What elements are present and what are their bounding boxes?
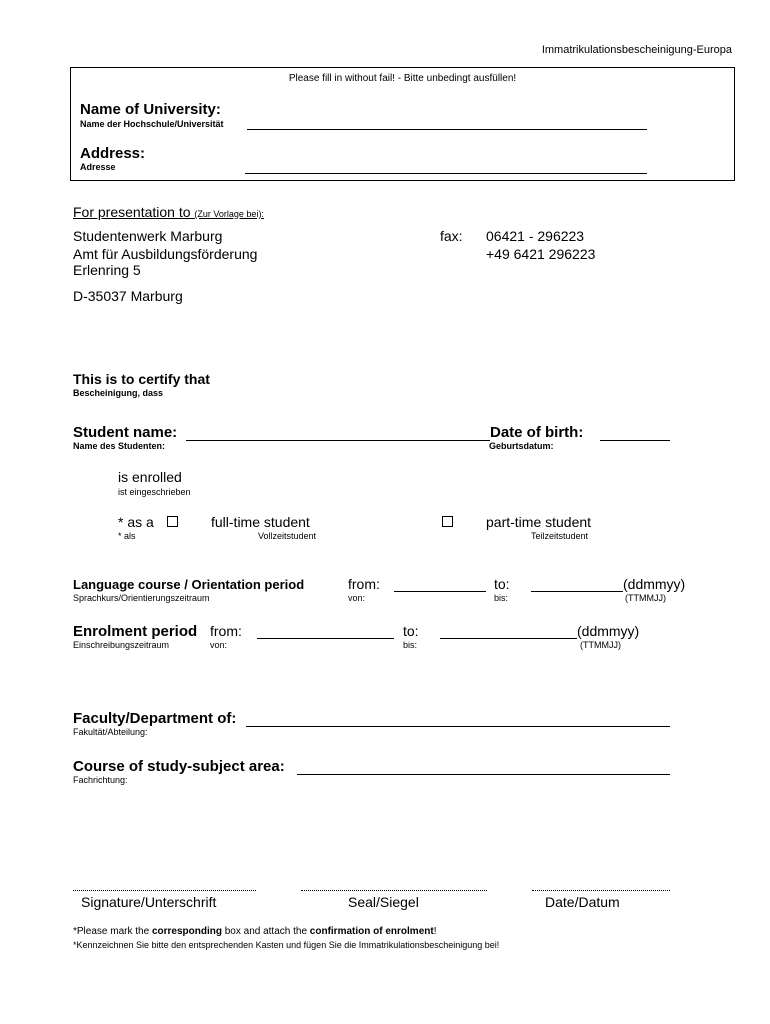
full-time-label: full-time student xyxy=(211,514,310,530)
language-to-sublabel: bis: xyxy=(494,593,509,603)
date-of-birth-sublabel: Geburtsdatum: xyxy=(489,441,554,451)
enrolment-from-input[interactable] xyxy=(257,623,394,639)
enrolment-to-label: to: xyxy=(403,623,419,639)
enrolled-sublabel: ist eingeschrieben xyxy=(118,487,191,497)
recipient-line-1: Studentenwerk Marburg xyxy=(73,228,223,244)
part-time-checkbox[interactable] xyxy=(442,516,453,527)
footnote-en-part-1: *Please mark the xyxy=(73,926,152,937)
enrolment-to-sublabel: bis: xyxy=(403,640,418,650)
part-time-sublabel: Teilzeitstudent xyxy=(531,531,589,541)
university-label: Name of University: xyxy=(80,101,221,118)
date-line xyxy=(532,890,670,891)
fax-number-1: 06421 - 296223 xyxy=(486,228,585,244)
enrolled-label: is enrolled xyxy=(118,469,182,485)
language-from-input[interactable] xyxy=(394,576,486,592)
recipient-line-3: Erlenring 5 xyxy=(73,262,141,278)
fax-label: fax: xyxy=(440,228,463,244)
language-course-sublabel: Sprachkurs/Orientierungszeitraum xyxy=(73,593,210,603)
presentation-heading-en: For presentation to xyxy=(73,204,191,220)
full-time-sublabel: Vollzeitstudent xyxy=(258,531,317,541)
footnote-german: *Kennzeichnen Sie bitte den entsprechenden Kasten und fügen Sie die Immatrikulationsbescheinigung bei! xyxy=(73,940,500,950)
fax-number-2: +49 6421 296223 xyxy=(486,246,596,262)
fill-in-instruction: Please fill in without fail! - Bitte unbedingt ausfüllen! xyxy=(288,73,517,84)
enrolment-date-format: (ddmmyy) xyxy=(577,623,640,639)
recipient-line-2: Amt für Ausbildungsförderung xyxy=(73,246,258,262)
presentation-heading-de: (Zur Vorlage bei): xyxy=(194,209,264,219)
date-of-birth-label: Date of birth: xyxy=(490,424,584,441)
recipient-city: D-35037 Marburg xyxy=(73,288,183,304)
part-time-label: part-time student xyxy=(486,514,592,530)
seal-label: Seal/Siegel xyxy=(348,894,419,910)
address-sublabel: Adresse xyxy=(80,162,116,172)
footnote-en-part-2: box and attach the xyxy=(221,926,310,937)
student-name-label: Student name: xyxy=(73,424,178,441)
language-to-label: to: xyxy=(494,576,510,592)
student-name-input[interactable] xyxy=(186,425,490,441)
date-label: Date/Datum xyxy=(545,894,620,910)
enrolment-period-label: Enrolment period xyxy=(73,623,198,640)
document-title: Immatrikulationsbescheinigung-Europa xyxy=(541,44,732,56)
address-label: Address: xyxy=(80,145,146,162)
language-from-sublabel: von: xyxy=(348,593,366,603)
signature-line xyxy=(73,890,256,891)
seal-line xyxy=(301,890,487,891)
full-time-checkbox[interactable] xyxy=(167,516,178,527)
course-of-study-label: Course of study-subject area: xyxy=(73,758,285,775)
footnote-english xyxy=(73,926,436,937)
enrolment-date-format-de: (TTMMJJ) xyxy=(580,640,621,650)
address-input[interactable] xyxy=(245,158,647,174)
language-to-input[interactable] xyxy=(531,576,623,592)
faculty-input[interactable] xyxy=(246,711,670,727)
footnote-en-part-3: ! xyxy=(433,926,437,937)
footnote-en-bold-1: corresponding xyxy=(151,926,222,937)
presentation-heading xyxy=(73,204,264,220)
faculty-label: Faculty/Department of: xyxy=(73,710,237,727)
enrolment-period-sublabel: Einschreibungszeitraum xyxy=(73,640,170,650)
as-a-sublabel: * als xyxy=(118,531,136,541)
as-a-label: * as a xyxy=(118,514,154,530)
language-date-format: (ddmmyy) xyxy=(623,576,686,592)
language-course-label: Language course / Orientation period xyxy=(73,577,305,592)
faculty-sublabel: Fakultät/Abteilung: xyxy=(73,727,148,737)
certify-subtitle: Bescheinigung, dass xyxy=(73,388,164,398)
signature-label: Signature/Unterschrift xyxy=(81,894,217,910)
enrolment-from-label: from: xyxy=(210,623,242,639)
language-from-label: from: xyxy=(348,576,380,592)
certify-title: This is to certify that xyxy=(73,371,210,387)
course-of-study-sublabel: Fachrichtung: xyxy=(73,775,128,785)
footnote-en-bold-2: confirmation of enrolment xyxy=(309,926,434,937)
date-of-birth-input[interactable] xyxy=(600,425,670,441)
student-name-sublabel: Name des Studenten: xyxy=(73,441,166,451)
enrolment-to-input[interactable] xyxy=(440,623,577,639)
language-date-format-de: (TTMMJJ) xyxy=(625,593,666,603)
enrolment-from-sublabel: von: xyxy=(210,640,228,650)
university-name-input[interactable] xyxy=(247,114,647,130)
university-sublabel: Name der Hochschule/Universität xyxy=(80,119,224,129)
course-of-study-input[interactable] xyxy=(297,759,670,775)
